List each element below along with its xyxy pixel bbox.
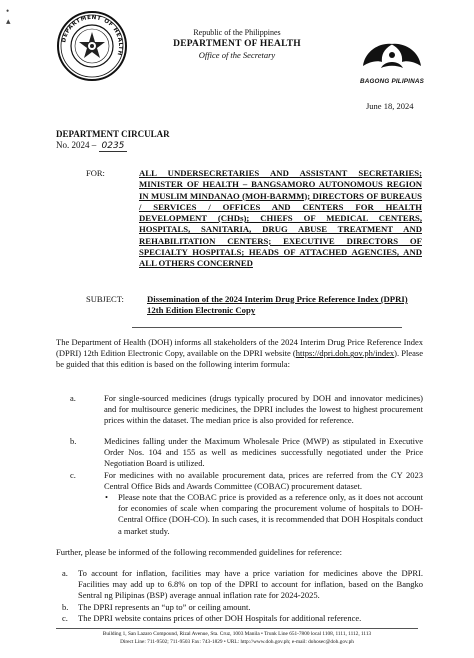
- for-label: FOR:: [86, 168, 105, 178]
- formula-item: For single-sourced medicines (drugs typically procured by DOH and innovator medicines) and for multisource generic medicines, the DPRI includes the lowest to highest procurement prices within the dataset. The median price is also provided for reference.: [104, 393, 423, 426]
- bagong-pilipinas-logo: [355, 38, 429, 78]
- guideline-item: To account for inflation, facilities may have a price variation for medicines above the DPRI. Facilities may add up to 6.8% on top of the DPRI to account for inflation, based on the Bangko Sentral ng Pilipinas (BSP) average annual inflation rate for 2024-2025.: [78, 568, 423, 601]
- seal-ring-text: DEPARTMENT OF HEALTH: [61, 14, 124, 57]
- intro-text-end: ). Please be guided that this edition is based on the following interim formula:: [56, 348, 424, 370]
- corner-mark: • ▴: [6, 6, 11, 26]
- list-marker: b.: [62, 602, 69, 612]
- handwritten-number: 0235: [99, 141, 128, 152]
- republic-line: Republic of the Philippines: [193, 28, 281, 37]
- list-marker: c.: [70, 470, 76, 480]
- guideline-item: The DPRI represents an “up to” or ceiling amount.: [78, 602, 251, 612]
- footer-divider: [56, 628, 418, 629]
- circular-title: DEPARTMENT CIRCULAR: [56, 129, 170, 139]
- dpri-website-link[interactable]: https://dpri.doh.gov.ph/index: [295, 348, 395, 359]
- addressees: ALL UNDERSECRETARIES AND ASSISTANT SECRETARIES; MINISTER OF HEALTH – BANGSAMORO AUTONOMOUS REGION IN MUSLIM MINDANAO (MOH-BARMM); DIRECTORS OF BUREAUS / SERVICES / OFFICES AND CENTERS FOR HEALTH DEVELOPMENT (CHDs); CHIEFS OF MEDICAL CENTERS, HOSPITALS, SANITARIA, DRUG ABUSE TREATMENT AND REHABILITATION CENTERS; EXECUTIVE DIRECTORS OF SPECIALTY HOSPITALS; HEADS OF ATTACHED AGENCIES, AND ALL OTHERS CONCERNED: [139, 168, 422, 269]
- doh-seal-logo: [56, 10, 128, 82]
- subject-text: Dissemination of the 2024 Interim Drug Price Reference Index (DPRI) 12th Edition Electronic Copy: [147, 294, 408, 316]
- list-marker: a.: [62, 568, 68, 578]
- brand-label: BAGONG PILIPINAS: [359, 78, 425, 85]
- subject-label: SUBJECT:: [86, 294, 124, 304]
- formula-item: For medicines with no available procurement data, prices are referred from the CY 2023 Central Office Bids and Awards Committee (COBAC) procurement dataset.: [104, 470, 423, 492]
- list-marker: b.: [70, 436, 77, 446]
- list-marker: a.: [70, 393, 76, 403]
- circular-number: [56, 140, 127, 151]
- intro-text-start: The Department of Health (DOH) informs all stakeholders of the 2024 Interim Drug Price Reference Index (DPRI) 12th Edition Electronic Copy, available on the DPRI website (: [56, 337, 423, 359]
- list-marker: c.: [62, 613, 68, 623]
- guidelines-intro: Further, please be informed of the following recommended guidelines for reference:: [56, 547, 342, 557]
- footer-contacts: Direct Line: 711-9502; 711-9503 Fax: 743-1829 • URL: http://www.doh.gov.ph; e-mail: dohosec@doh.gov.ph: [120, 639, 354, 645]
- office-name: Office of the Secretary: [198, 50, 276, 60]
- circular-date: June 18, 2024: [366, 101, 414, 111]
- guideline-item: The DPRI website contains prices of other DOH Hospitals for additional reference.: [78, 613, 362, 623]
- intro-paragraph: [56, 337, 423, 371]
- divider: [132, 327, 402, 328]
- formula-item: Medicines falling under the Maximum Wholesale Price (MWP) as stipulated in Executive Order Nos. 104 and 155 as well as medicines successfully negotiated under the Price Negotiation Board is utilized.: [104, 436, 423, 469]
- department-name: DEPARTMENT OF HEALTH: [173, 39, 301, 49]
- cobac-note: Please note that the COBAC price is provided as a reference only, as it does not account for economies of scale when comparing the procurement volume of hospitals to DOH-Central Office (DOH-CO). In such cases, it is recommended that DOH Hospitals conduct a market study.: [118, 492, 423, 536]
- bullet-marker: •: [105, 492, 108, 502]
- circular-number-prefix: No. 2024 –: [56, 140, 99, 150]
- footer-address: Building 1, San Lazaro Compound, Rizal Avenue, Sta. Cruz, 1003 Manila • Trunk Line 651-7800 local 1108, 1111, 1112, 1113: [102, 631, 372, 637]
- letterhead: [150, 28, 324, 61]
